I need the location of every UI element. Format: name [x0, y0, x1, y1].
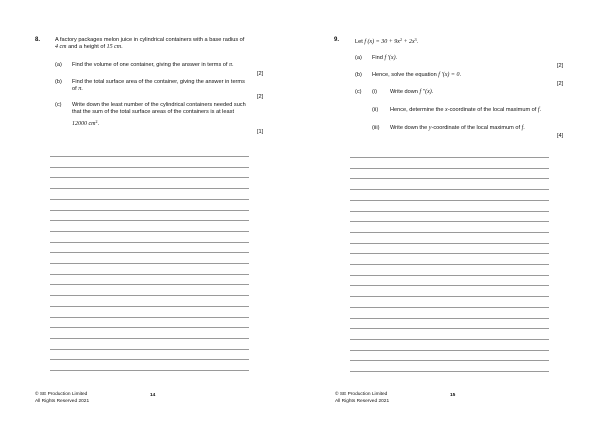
part-label: (a): [355, 55, 362, 61]
answer-line[interactable]: [350, 178, 549, 179]
stem-and: and a height of: [68, 44, 106, 50]
question-stem-line2: [55, 44, 123, 51]
part-b-text: [372, 72, 461, 79]
part-text: -coordinate of the local maximum of: [431, 125, 521, 131]
footer-company: © SE Production Limited: [35, 392, 88, 397]
question-number: 8.: [35, 37, 41, 43]
area-value: 12000 cm: [72, 121, 96, 127]
part-c-text: Write down the least number of the cylindrical containers needed such: [72, 102, 246, 108]
answer-line[interactable]: [50, 370, 249, 371]
part-b-text-line2: [72, 86, 83, 93]
part-text: Write down: [390, 89, 418, 95]
part-end: .: [539, 107, 542, 113]
math-expr: f: [537, 107, 540, 113]
sub-part-label: (i): [372, 89, 377, 95]
math-expr: y: [428, 125, 432, 131]
part-end: .: [395, 55, 398, 61]
answer-line[interactable]: [50, 327, 249, 328]
part-text: of: [72, 86, 77, 92]
let-word: Let: [355, 39, 363, 45]
answer-line[interactable]: [50, 263, 249, 264]
sub-part-label: (iii): [372, 125, 380, 131]
answer-line[interactable]: [350, 350, 549, 351]
answer-line[interactable]: [350, 232, 549, 233]
answer-line[interactable]: [350, 243, 549, 244]
answer-line[interactable]: [50, 349, 249, 350]
part-c-i-text: [390, 89, 433, 96]
answer-line[interactable]: [350, 189, 549, 190]
part-a-text: [72, 62, 234, 69]
answer-line[interactable]: [350, 285, 549, 286]
part-c-value: [72, 118, 99, 128]
math-expr: f ′(x): [384, 55, 396, 61]
answer-line[interactable]: [350, 157, 549, 158]
part-text: Find the volume of one container, giving the answer in terms of: [72, 62, 228, 68]
radius-value: 4 cm: [55, 44, 67, 50]
power: 2: [95, 119, 98, 124]
part-text: Write down the: [390, 125, 428, 131]
part-label: (c): [55, 102, 62, 108]
right-page: [300, 0, 600, 424]
math-expr: f: [521, 125, 524, 131]
part-c-iii-text: [390, 125, 525, 132]
marks: [2]: [557, 81, 564, 87]
answer-line[interactable]: [350, 211, 549, 212]
answer-line[interactable]: [350, 275, 549, 276]
footer-company: © SE Production Limited: [335, 392, 388, 397]
part-c-text-line2: that the sum of the total surface areas of the containers is at least: [72, 109, 234, 115]
answer-line[interactable]: [50, 231, 249, 232]
answer-line[interactable]: [350, 307, 549, 308]
part-end: .: [523, 125, 525, 131]
answer-line[interactable]: [50, 295, 249, 296]
answer-line[interactable]: [50, 306, 249, 307]
answer-line[interactable]: [350, 339, 549, 340]
question-stem: A factory packages melon juice in cylindrical containers with a base radius of: [55, 37, 245, 43]
footer-rights: All Rights Reserved 2021: [35, 399, 90, 404]
page-number: 15: [450, 393, 456, 398]
stem-end: .: [121, 44, 123, 50]
answer-line[interactable]: [50, 359, 249, 360]
part-end: .: [459, 72, 461, 78]
function-lhs: f (x) = 3: [364, 39, 385, 45]
part-a-text: [372, 55, 397, 62]
sub-part-label: (ii): [372, 107, 379, 113]
function-term1: 0 + 9x: [384, 39, 400, 45]
answer-line[interactable]: [50, 252, 249, 253]
part-label: (a): [55, 62, 62, 68]
answer-line[interactable]: [350, 360, 549, 361]
math-expr: f ″(x): [419, 89, 432, 95]
part-label: (b): [355, 72, 362, 78]
answer-line[interactable]: [350, 296, 549, 297]
part-end: .: [97, 121, 100, 127]
power: 3: [414, 37, 417, 42]
height-value: 15 cm: [106, 44, 122, 50]
pi-symbol: π: [229, 62, 233, 68]
function-definition: [355, 36, 418, 46]
power: 2: [399, 37, 402, 42]
answer-line[interactable]: [350, 371, 549, 372]
part-c-ii-text: [390, 107, 541, 114]
part-end: .: [431, 89, 434, 95]
answer-line[interactable]: [50, 317, 249, 318]
math-expr: f ′(x) = 0: [438, 72, 460, 78]
answer-line[interactable]: [50, 167, 249, 168]
part-text: Hence, solve the equation: [372, 72, 437, 78]
answer-line[interactable]: [50, 284, 249, 285]
answer-line[interactable]: [50, 338, 249, 339]
answer-line[interactable]: [350, 328, 549, 329]
part-b-text: Find the total surface area of the container, giving the answer in terms: [72, 79, 245, 85]
part-label: (b): [55, 79, 62, 85]
answer-line[interactable]: [350, 200, 549, 201]
part-text: -coordinate of the local maximum of: [447, 107, 537, 113]
answer-line[interactable]: [350, 264, 549, 265]
answer-line[interactable]: [350, 318, 549, 319]
answer-line[interactable]: [350, 253, 549, 254]
function-term2: + 2x: [401, 39, 415, 45]
part-end: .: [232, 62, 234, 68]
math-expr: x: [445, 107, 448, 113]
page-number: 14: [150, 393, 156, 398]
answer-line[interactable]: [50, 220, 249, 221]
pi-symbol: π: [78, 86, 82, 92]
part-text: Find: [372, 55, 383, 61]
part-label: (c): [355, 89, 362, 95]
answer-line[interactable]: [50, 210, 249, 211]
question-number: 9.: [334, 37, 340, 43]
marks: [2]: [557, 63, 564, 69]
answer-line[interactable]: [50, 188, 249, 189]
answer-line[interactable]: [50, 177, 249, 178]
part-end: .: [81, 86, 83, 92]
answer-line[interactable]: [350, 168, 549, 169]
marks: [2]: [257, 94, 264, 100]
answer-line[interactable]: [50, 199, 249, 200]
marks: [1]: [257, 129, 264, 135]
answer-line[interactable]: [350, 221, 549, 222]
footer-rights: All Rights Reserved 2021: [335, 399, 390, 404]
marks: [4]: [557, 133, 564, 139]
function-end: .: [416, 39, 419, 45]
answer-line[interactable]: [50, 156, 249, 157]
answer-line[interactable]: [50, 274, 249, 275]
answer-line[interactable]: [50, 242, 249, 243]
part-text: Hence, determine the: [390, 107, 444, 113]
marks: [2]: [257, 71, 264, 77]
